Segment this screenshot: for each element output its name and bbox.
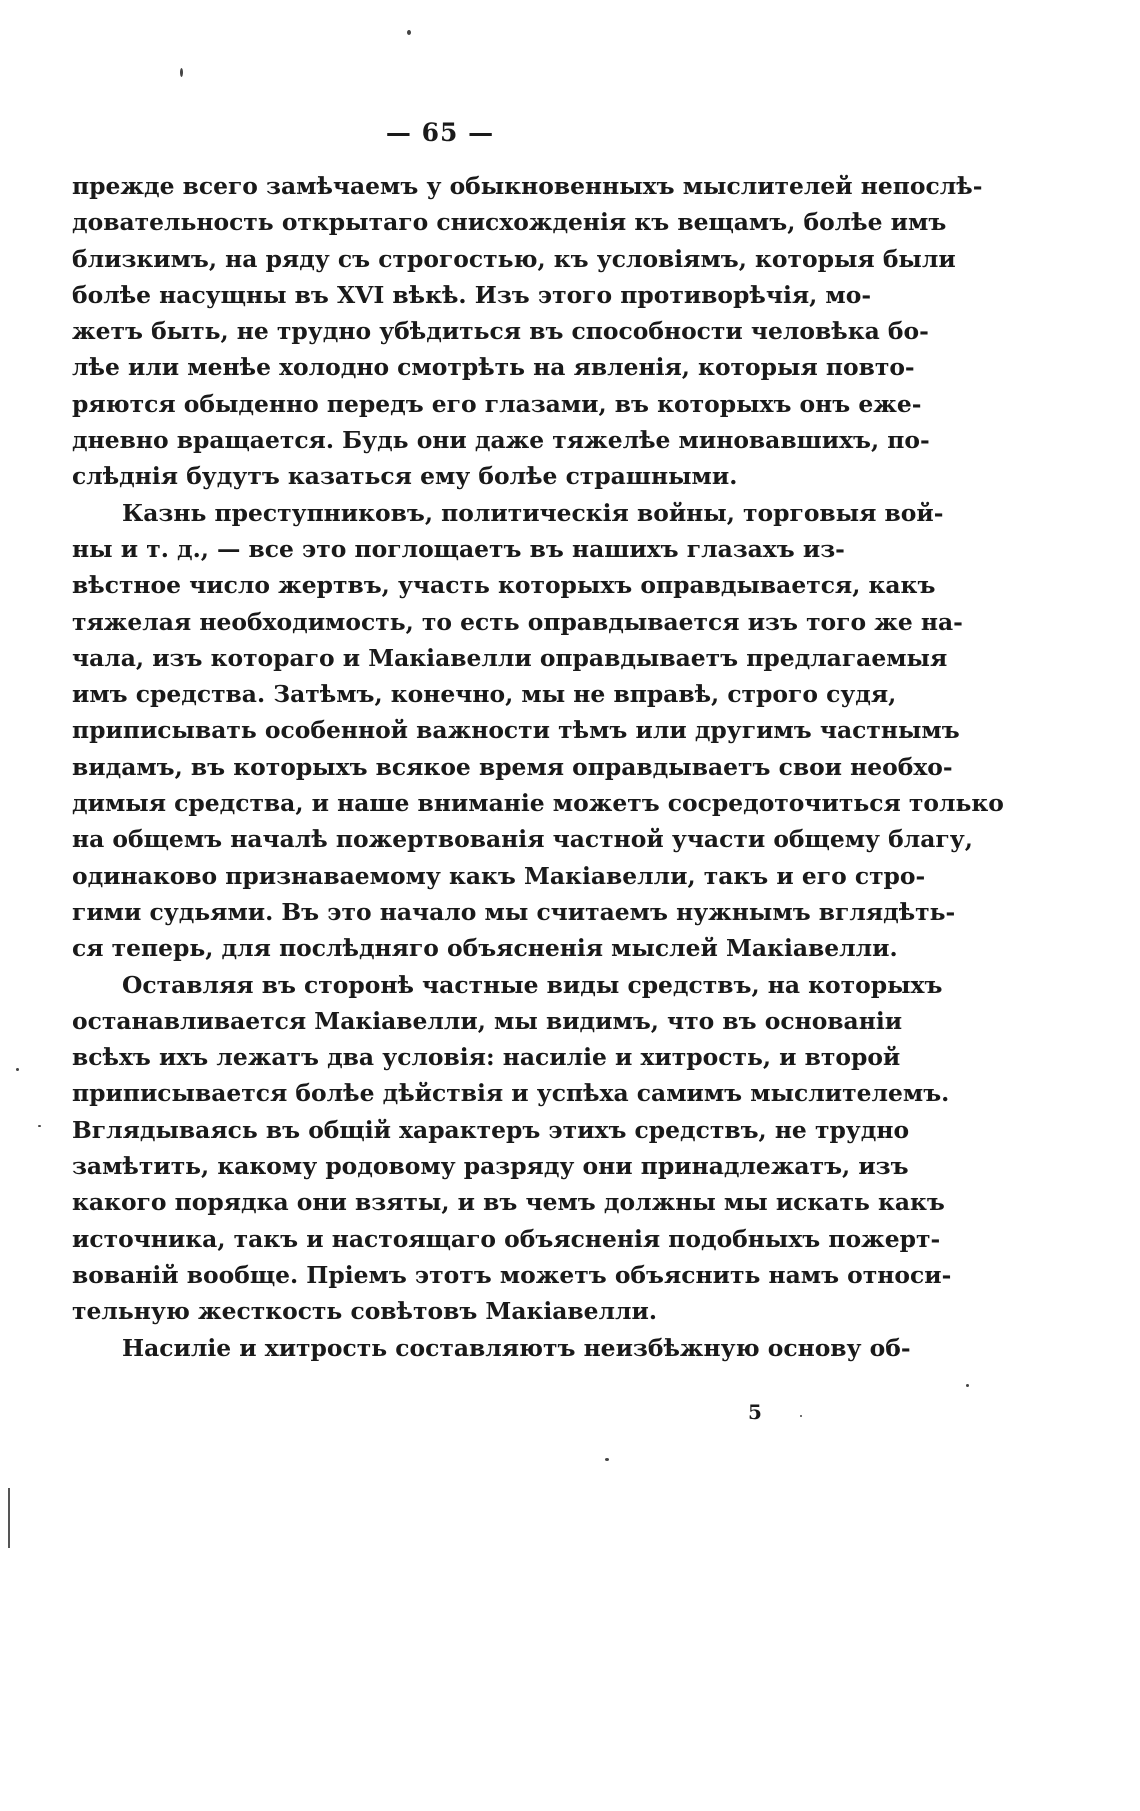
text-line: тяжелая необходимость, то есть оправдывается изъ того же на-	[72, 607, 963, 636]
text-line: лѣе или менѣе холодно смотрѣть на явленія, которыя повто-	[72, 353, 915, 382]
paragraph-2	[72, 495, 1004, 967]
text-line: ны и т. д., — все это поглощаетъ въ нашихъ глазахъ из-	[72, 534, 845, 563]
text-line: гими судьями. Въ это начало мы считаемъ нужнымъ вглядѣть-	[72, 897, 956, 926]
scan-speck	[38, 1125, 41, 1127]
text-line: болѣе насущны въ XVI вѣкѣ. Изъ этого противорѣчія, мо-	[72, 280, 872, 309]
text-line: ся теперь, для послѣдняго объясненія мыслей Макіавелли.	[72, 934, 898, 963]
text-line: чала, изъ котораго и Макіавелли оправдываетъ предлагаемыя	[72, 643, 948, 672]
body-text	[72, 168, 1004, 1366]
text-line: вѣстное число жертвъ, участь которыхъ оправдывается, какъ	[72, 571, 936, 600]
text-line: приписывается болѣе дѣйствія и успѣха самимъ мыслителемъ.	[72, 1079, 950, 1108]
scan-speck	[966, 1384, 969, 1387]
text-line: слѣднія будутъ казаться ему болѣе страшными.	[72, 462, 738, 491]
text-line: прежде всего замѣчаемъ у обыкновенныхъ мыслителей непослѣ-	[72, 172, 983, 200]
text-line: всѣхъ ихъ лежатъ два условія: насиліе и хитрость, и второй	[72, 1043, 901, 1072]
text-line: Насиліе и хитрость составляютъ неизбѣжную основу об-	[122, 1333, 911, 1362]
text-line: довательность открытаго снисхожденія къ вещамъ, болѣе имъ	[72, 208, 947, 237]
paragraph-4	[72, 1330, 911, 1366]
paragraph-3	[72, 967, 952, 1330]
text-line: видамъ, въ которыхъ всякое время оправдываетъ свои необхо-	[72, 752, 953, 781]
text-line: источника, такъ и настоящаго объясненія подобныхъ пожерт-	[72, 1224, 941, 1253]
page-number: — 65 —	[385, 118, 495, 147]
text-line: замѣтить, какому родовому разряду они принадлежатъ, изъ	[72, 1152, 909, 1181]
scan-speck	[407, 30, 411, 35]
text-line: какого порядка они взяты, и въ чемъ должны мы искать какъ	[72, 1188, 945, 1217]
text-line: Казнь преступниковъ, политическія войны, торговыя вой-	[122, 498, 944, 527]
text-line: Вглядываясь въ общій характеръ этихъ средствъ, не трудно	[72, 1115, 910, 1144]
scan-speck	[16, 1068, 19, 1071]
text-line: тельную жесткость совѣтовъ Макіавелли.	[72, 1297, 658, 1326]
text-line: имъ средства. Затѣмъ, конечно, мы не вправѣ, строго судя,	[72, 680, 897, 709]
text-line: вованій вообще. Пріемъ этотъ можетъ объяснить намъ относи-	[72, 1260, 952, 1289]
signature-mark: 5	[748, 1400, 762, 1424]
text-line: дневно вращается. Будь они даже тяжелѣе миновавшихъ, по-	[72, 426, 930, 455]
text-line: Оставляя въ сторонѣ частные виды средствъ, на которыхъ	[122, 970, 943, 999]
scan-speck	[180, 68, 183, 77]
text-line: близкимъ, на ряду съ строгостью, къ условіямъ, которыя были	[72, 244, 956, 273]
text-line: жетъ быть, не трудно убѣдиться въ способности человѣка бо-	[72, 317, 929, 346]
text-line: останавливается Макіавелли, мы видимъ, что въ основаніи	[72, 1006, 903, 1035]
text-line: ряются обыденно передъ его глазами, въ которыхъ онъ еже-	[72, 389, 922, 418]
text-line: приписывать особенной важности тѣмъ или другимъ частнымъ	[72, 716, 960, 745]
scan-speck	[800, 1415, 802, 1417]
paragraph-1	[72, 168, 983, 495]
text-line: на общемъ началѣ пожертвованія частной участи общему благу,	[72, 825, 973, 854]
scan-speck	[605, 1458, 609, 1461]
scan-edge-line	[8, 1488, 10, 1548]
text-line: димыя средства, и наше вниманіе можетъ сосредоточиться только	[72, 789, 1004, 818]
text-line: одинаково признаваемому какъ Макіавелли, такъ и его стро-	[72, 861, 926, 890]
